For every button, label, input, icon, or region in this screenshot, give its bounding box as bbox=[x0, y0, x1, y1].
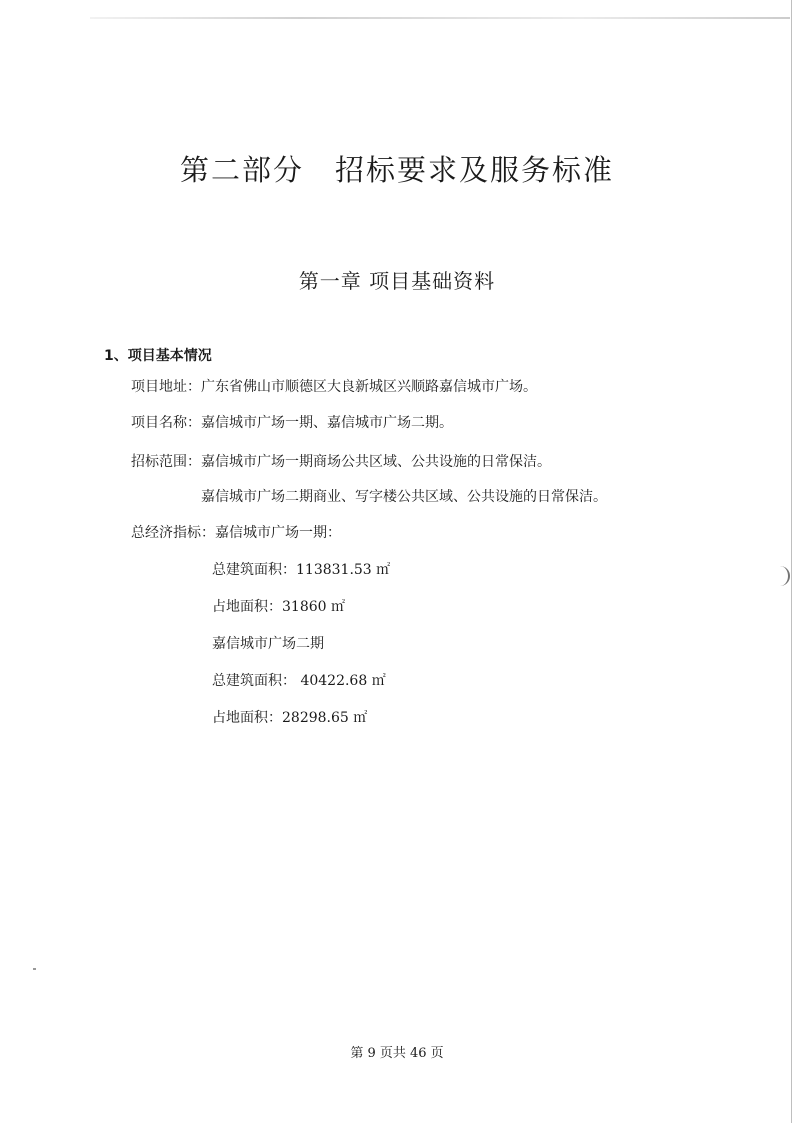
scope-value-2: 嘉信城市广场二期商业、写字楼公共区域、公共设施的日常保洁。 bbox=[201, 489, 607, 505]
page-footer: 第 9 页共 46 页 bbox=[350, 1046, 444, 1061]
scan-edge-top bbox=[90, 17, 790, 19]
phase2-gross-area: 总建筑面积： 40422.68 ㎡ bbox=[212, 673, 386, 689]
scan-speck bbox=[33, 968, 36, 970]
project-name-line bbox=[131, 412, 453, 434]
phase1-gross-area: 总建筑面积：113831.53 ㎡ bbox=[212, 562, 391, 578]
phase2-label: 嘉信城市广场二期 bbox=[212, 636, 324, 652]
scope-value-1: 嘉信城市广场一期商场公共区域、公共设施的日常保洁。 bbox=[201, 454, 551, 470]
phase1-land-area: 占地面积：31860 ㎡ bbox=[212, 599, 345, 615]
address-label: 项目地址： bbox=[131, 379, 201, 395]
scope-label: 招标范围： bbox=[131, 454, 201, 470]
chapter-title: 第一章 项目基础资料 bbox=[298, 269, 496, 293]
scope-line bbox=[131, 451, 551, 473]
address-value: 广东省佛山市顺德区大良新城区兴顺路嘉信城市广场。 bbox=[201, 379, 537, 395]
address-line bbox=[131, 376, 537, 398]
phase2-land-area: 占地面积：28298.65 ㎡ bbox=[212, 710, 368, 726]
project-name-label: 项目名称： bbox=[131, 415, 201, 431]
project-name-value: 嘉信城市广场一期、嘉信城市广场二期。 bbox=[201, 415, 453, 431]
section-heading: 1、项目基本情况 bbox=[104, 348, 212, 364]
indicators-line bbox=[131, 522, 341, 544]
phase1-label: 嘉信城市广场一期： bbox=[215, 525, 341, 541]
scan-binding-mark bbox=[778, 566, 790, 586]
part-title: 第二部分 招标要求及服务标准 bbox=[179, 153, 614, 187]
indicators-label: 总经济指标： bbox=[131, 525, 215, 541]
